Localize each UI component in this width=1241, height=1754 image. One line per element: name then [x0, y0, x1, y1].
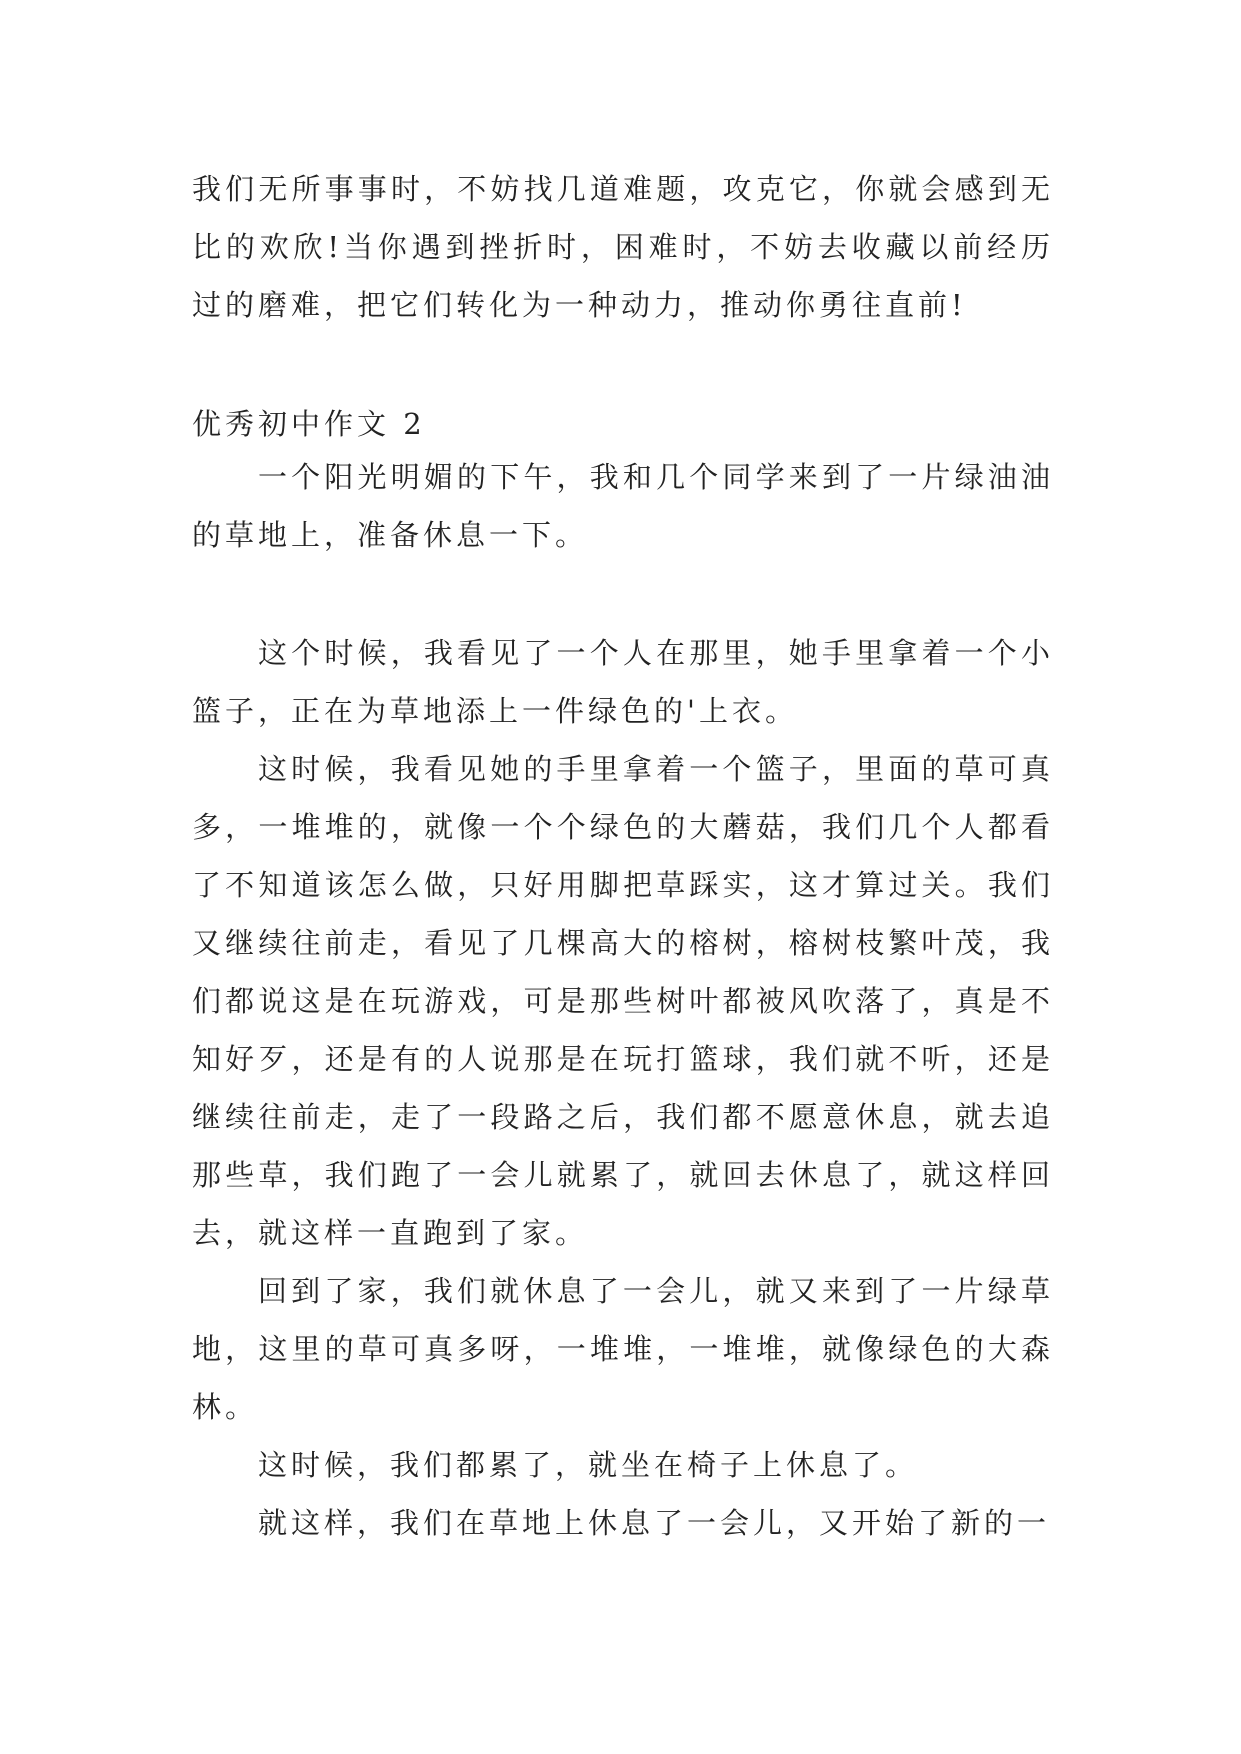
paragraph: 一个阳光明媚的下午，我和几个同学来到了一片绿油油的草地上，准备休息一下。 — [192, 460, 1054, 552]
essay-body-start — [192, 448, 1054, 564]
essay-body — [192, 624, 1054, 1552]
paragraph: 回到了家，我们就休息了一会儿，就又来到了一片绿草地，这里的草可真多呀，一堆堆，一堆堆，就像绿色的大森林。 — [192, 1274, 1054, 1424]
paragraph: 我们无所事事时，不妨找几道难题，攻克它，你就会感到无比的欢欣!当你遇到挫折时，困难时，不妨去收藏以前经历过的磨难，把它们转化为一种动力，推动你勇往直前! — [192, 172, 1054, 322]
section-title: 优秀初中作文 2 — [192, 407, 426, 441]
paragraph: 就这样，我们在草地上休息了一会儿，又开始了新的一 — [258, 1506, 1051, 1540]
paragraph: 这时候，我们都累了，就坐在椅子上休息了。 — [258, 1448, 919, 1482]
intro-text — [192, 160, 1054, 334]
paragraph: 这个时候，我看见了一个人在那里，她手里拿着一个小篮子，正在为草地添上一件绿色的'上衣。 — [192, 636, 1054, 728]
paragraph: 这时候，我看见她的手里拿着一个篮子，里面的草可真多，一堆堆的，就像一个个绿色的大蘑菇，我们几个人都看了不知道该怎么做，只好用脚把草踩实，这才算过关。我们又继续往前走，看见了几棵高大的榕树，榕树枝繁叶茂，我们都说这是在玩游戏，可是那些树叶都被风吹落了，真是不知好歹，还是有的人说那是在玩打篮球，我们就不听，还是继续往前走，走了一段路之后，我们都不愿意休息，就去追那些草，我们跑了一会儿就累了，就回去休息了，就这样回去，就这样一直跑到了家。 — [192, 752, 1054, 1250]
